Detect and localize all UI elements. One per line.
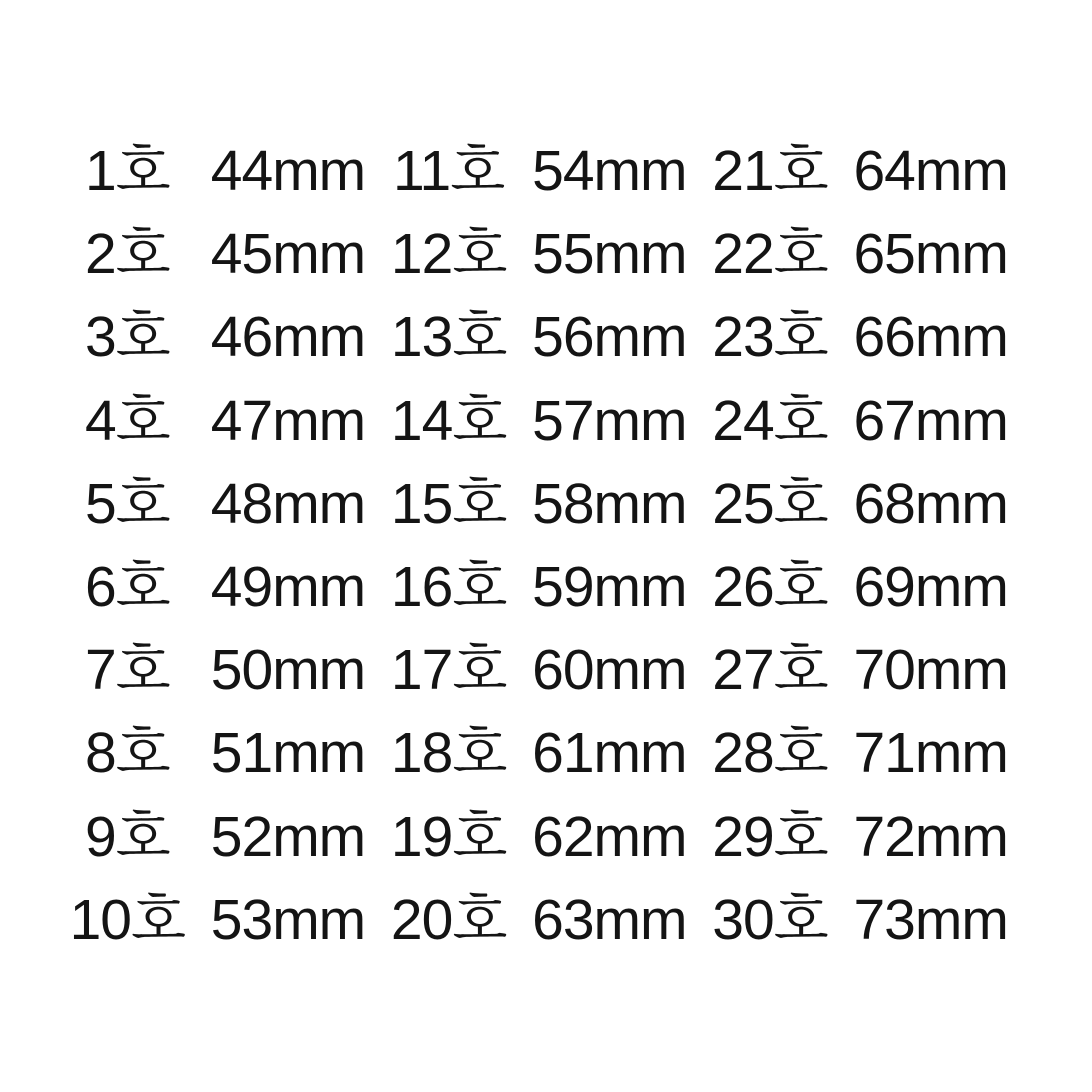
diameter-cell: 62mm (532, 804, 687, 869)
diameter-cell: 57mm (532, 388, 687, 453)
size-cell: 13호 (390, 305, 507, 370)
size-cell: 28호 (712, 721, 828, 786)
size-cell: 22호 (712, 222, 828, 287)
diameter-cell: 51mm (210, 721, 366, 786)
diameter-cell: 47mm (210, 388, 366, 453)
size-cell: 25호 (712, 471, 828, 536)
diameter-cell: 60mm (532, 638, 687, 703)
diameter-cell: 54mm (532, 139, 687, 204)
size-cell: 17호 (390, 638, 507, 703)
size-cell: 16호 (390, 555, 507, 620)
diameter-cell: 72mm (853, 804, 1008, 869)
diameter-cell: 69mm (853, 555, 1008, 620)
diameter-cell: 48mm (210, 471, 366, 536)
diameter-cell: 63mm (532, 887, 687, 952)
size-cell: 4호 (84, 388, 170, 453)
diameter-cell: 44mm (210, 139, 366, 204)
size-cell: 9호 (84, 804, 170, 869)
diameter-cell: 67mm (853, 388, 1008, 453)
diameter-cell: 50mm (210, 638, 366, 703)
diameter-cell: 56mm (532, 305, 687, 370)
size-cell: 15호 (390, 471, 507, 536)
size-cell: 7호 (84, 638, 170, 703)
diameter-cell: 65mm (853, 222, 1008, 287)
diameter-cell: 71mm (853, 721, 1008, 786)
size-cell: 27호 (712, 638, 828, 703)
size-cell: 30호 (712, 887, 828, 952)
ring-size-table (47, 130, 1011, 962)
diameter-cell: 64mm (853, 139, 1008, 204)
size-cell: 8호 (84, 721, 170, 786)
size-cell: 29호 (712, 804, 828, 869)
size-cell: 14호 (390, 388, 507, 453)
size-cell: 21호 (712, 139, 828, 204)
diameter-cell: 45mm (210, 222, 366, 287)
size-cell: 1호 (84, 139, 170, 204)
diameter-cell: 53mm (210, 887, 366, 952)
size-cell: 20호 (390, 887, 507, 952)
size-cell: 26호 (712, 555, 828, 620)
diameter-cell: 59mm (532, 555, 687, 620)
size-cell: 2호 (84, 222, 170, 287)
diameter-cell: 46mm (210, 305, 366, 370)
diameter-cell: 58mm (532, 471, 687, 536)
size-cell: 3호 (84, 305, 170, 370)
size-cell: 19호 (390, 804, 507, 869)
size-cell: 10호 (69, 887, 186, 952)
diameter-cell: 70mm (853, 638, 1008, 703)
size-cell: 12호 (390, 222, 507, 287)
diameter-cell: 66mm (853, 305, 1008, 370)
size-cell: 6호 (84, 555, 170, 620)
diameter-cell: 73mm (853, 887, 1008, 952)
size-cell: 18호 (390, 721, 507, 786)
size-cell: 23호 (712, 305, 828, 370)
size-cell: 5호 (84, 471, 170, 536)
size-cell: 11호 (393, 139, 505, 204)
diameter-cell: 52mm (210, 804, 366, 869)
diameter-cell: 61mm (532, 721, 687, 786)
diameter-cell: 68mm (853, 471, 1008, 536)
diameter-cell: 49mm (210, 555, 366, 620)
size-cell: 24호 (712, 388, 828, 453)
diameter-cell: 55mm (532, 222, 687, 287)
